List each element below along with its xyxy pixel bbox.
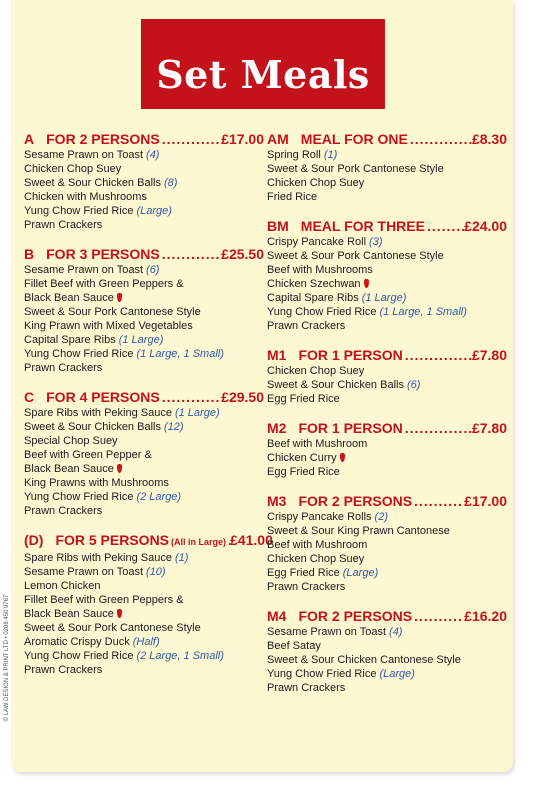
menu-item-name: King Prawns with Mushrooms (24, 477, 169, 489)
menu-item-note: (Large) (342, 567, 379, 579)
menu-item-name: Chicken Szechwan (267, 278, 361, 290)
set-label: FOR 4 PERSONS (46, 389, 160, 405)
menu-item-name: Chicken Chop Suey (267, 553, 365, 565)
menu-item (24, 635, 264, 649)
set-meal (267, 420, 507, 479)
menu-item-name: Sweet & Sour King Prawn Cantonese (267, 525, 450, 537)
set-price: £8.30 (471, 131, 507, 147)
menu-item (267, 305, 507, 319)
leader-dots (160, 389, 221, 406)
menu-item-name: Prawn Crackers (24, 362, 103, 374)
set-meal (267, 608, 507, 695)
set-code: C (24, 389, 35, 405)
menu-item (267, 451, 507, 465)
menu-item-name: King Prawn with Mixed Vegetables (24, 320, 193, 332)
menu-item-name: Sesame Prawn on Toast (24, 264, 144, 276)
menu-item (267, 510, 507, 524)
menu-item-name: Beef with Mushroom (267, 438, 368, 450)
menu-item-note: (6) (146, 264, 160, 276)
menu-item-name: Yung Chow Fried Rice (267, 306, 377, 318)
menu-item-name: Yung Chow Fried Rice (24, 650, 134, 662)
menu-item-note: (1 Large, 1 Small) (379, 306, 467, 318)
set-price: £25.50 (221, 246, 264, 262)
set-size-note: (All in Large) (171, 537, 227, 547)
menu-item-name: Spare Ribs with Peking Sauce (24, 552, 172, 564)
menu-item (267, 437, 507, 451)
menu-item-name: Yung Chow Fried Rice (24, 491, 134, 503)
menu-item (24, 649, 264, 663)
menu-item-name: Chicken Curry (267, 452, 337, 464)
menu-item-name: Prawn Crackers (24, 664, 103, 676)
menu-item (24, 305, 264, 319)
menu-item-name: Fillet Beef with Green Peppers & (24, 594, 184, 606)
menu-item (267, 148, 507, 162)
menu-item-name: Yung Chow Fried Rice (24, 205, 134, 217)
menu-item (267, 392, 507, 406)
menu-item (24, 333, 264, 347)
set-meal (24, 389, 264, 518)
set-price: £16.20 (464, 608, 507, 624)
set-code: M3 (267, 493, 287, 509)
set-label: FOR 1 PERSON (298, 347, 403, 363)
menu-item (24, 476, 264, 490)
menu-item-note: (12) (163, 421, 184, 433)
menu-item (267, 639, 507, 653)
menu-item (267, 378, 507, 392)
leader-dots (408, 131, 472, 148)
chili-icon (364, 279, 369, 288)
set-code: B (24, 246, 35, 262)
menu-item (24, 462, 264, 476)
left-column (24, 131, 273, 691)
menu-item-name: Fillet Beef with Green Peppers & (24, 278, 184, 290)
set-price: £29.50 (221, 389, 264, 405)
menu-item-name: Beef with Green Pepper & (24, 449, 152, 461)
menu-item-name: Sweet & Sour Pork Cantonese Style (267, 250, 444, 262)
menu-item-note: (10) (146, 566, 166, 578)
menu-item (267, 566, 507, 580)
menu-item (24, 551, 264, 565)
menu-item-name: Chicken with Mushrooms (24, 191, 147, 203)
set-code: BM (267, 218, 289, 234)
menu-item-name: Sesame Prawn on Toast (24, 149, 144, 161)
menu-item-note: (1) (323, 149, 338, 161)
menu-item (267, 667, 507, 681)
menu-item (267, 538, 507, 552)
menu-item (24, 148, 264, 162)
menu-item-name: Crispy Pancake Roll (267, 236, 367, 248)
menu-item-name: Sweet & Sour Pork Cantonese Style (24, 306, 201, 318)
set-label: FOR 2 PERSONS (46, 131, 160, 147)
menu-item-name: Lemon Chicken (24, 580, 101, 592)
set-meal (267, 493, 507, 594)
set-price: £41.00 (230, 532, 273, 548)
menu-item (24, 565, 264, 579)
menu-item-name: Prawn Crackers (267, 682, 346, 694)
menu-item (267, 524, 507, 538)
menu-item-name: Beef Satay (267, 640, 321, 652)
menu-item (267, 653, 507, 667)
menu-item-note: (1 Large, 1 Small) (136, 348, 224, 360)
menu-item (267, 552, 507, 566)
set-meal-header (24, 532, 273, 551)
set-code: A (24, 131, 35, 147)
menu-item (24, 319, 264, 333)
set-label: FOR 1 PERSON (298, 420, 403, 436)
menu-item-name: Chicken Chop Suey (267, 177, 365, 189)
menu-item-name: Capital Spare Ribs (267, 292, 359, 304)
menu-item (267, 249, 507, 263)
menu-item (267, 190, 507, 204)
menu-item-name: Sesame Prawn on Toast (24, 566, 144, 578)
menu-item (24, 406, 264, 420)
menu-item (24, 420, 264, 434)
menu-item-name: Black Bean Sauce (24, 608, 114, 620)
menu-item-name: Capital Spare Ribs (24, 334, 116, 346)
menu-item-note: (3) (369, 236, 383, 248)
leader-dots (160, 131, 221, 148)
set-meal (267, 347, 507, 406)
menu-item-note: (2 Large, 1 Small) (136, 650, 224, 662)
menu-item-name: Yung Chow Fried Rice (267, 668, 377, 680)
menu-item-name: Fried Rice (267, 191, 318, 203)
menu-item (267, 291, 507, 305)
menu-item-name: Egg Fried Rice (267, 393, 340, 405)
menu-item (24, 277, 264, 291)
menu-item (24, 434, 264, 448)
set-meal-header (24, 131, 264, 148)
menu-item-name: Black Bean Sauce (24, 292, 114, 304)
menu-item (267, 681, 507, 695)
set-label: FOR 5 PERSONS (55, 532, 170, 548)
set-label: MEAL FOR THREE (300, 218, 425, 234)
set-label: FOR 3 PERSONS (46, 246, 160, 262)
menu-item (24, 190, 264, 204)
set-code: M1 (267, 347, 287, 363)
menu-item-note: (1 Large) (361, 292, 407, 304)
set-code: M4 (267, 608, 287, 624)
set-meal-header (24, 389, 264, 406)
menu-item-name: Sesame Prawn on Toast (267, 626, 387, 638)
menu-item-name: Egg Fried Rice (267, 567, 340, 579)
leader-dots (412, 608, 464, 625)
menu-item-name: Sweet & Sour Pork Cantonese Style (267, 163, 444, 175)
menu-item-name: Sweet & Sour Chicken Cantonese Style (267, 654, 461, 666)
chili-icon (117, 609, 122, 618)
menu-item-name: Spare Ribs with Peking Sauce (24, 407, 172, 419)
menu-item (267, 277, 507, 291)
menu-item-name: Prawn Crackers (267, 320, 346, 332)
leader-dots (403, 347, 472, 364)
menu-item-name: Sweet & Sour Chicken Balls (24, 177, 161, 189)
menu-item (24, 621, 264, 635)
menu-item (24, 347, 264, 361)
menu-item (24, 162, 264, 176)
set-meal (267, 218, 507, 333)
menu-item (24, 663, 264, 677)
menu-item (267, 319, 507, 333)
menu-item-note: (1) (174, 552, 189, 564)
menu-item-name: Chicken Chop Suey (24, 163, 122, 175)
menu-item (24, 490, 264, 504)
set-meal-header (267, 131, 507, 148)
right-column (267, 131, 507, 709)
set-label: MEAL FOR ONE (300, 131, 408, 147)
set-meal (24, 246, 264, 375)
menu-item-name: Prawn Crackers (24, 505, 103, 517)
leader-dots (160, 246, 221, 263)
menu-item-name: Sweet & Sour Chicken Balls (24, 421, 161, 433)
menu-item (24, 448, 264, 462)
set-label: FOR 2 PERSONS (298, 608, 413, 624)
menu-item (24, 593, 264, 607)
menu-item-note: (8) (163, 177, 178, 189)
set-meal (24, 532, 273, 677)
menu-item (24, 607, 264, 621)
set-meal-header (267, 420, 507, 437)
leader-dots (425, 218, 464, 235)
menu-item (24, 263, 264, 277)
set-price: £7.80 (471, 347, 507, 363)
menu-item-name: Spring Roll (267, 149, 321, 161)
set-price: £17.00 (464, 493, 507, 509)
set-price: £7.80 (471, 420, 507, 436)
menu-item-name: Beef with Mushroom (267, 539, 368, 551)
set-meal-header (24, 246, 264, 263)
chili-icon (117, 293, 122, 302)
set-meal-header (267, 347, 507, 364)
title-banner (141, 19, 385, 109)
menu-item (267, 580, 507, 594)
menu-item-name: Beef with Mushrooms (267, 264, 373, 276)
menu-item-note: (Half) (132, 636, 160, 648)
menu-item (267, 465, 507, 479)
menu-item (24, 204, 264, 218)
menu-item-name: Crispy Pancake Rolls (267, 511, 372, 523)
menu-item-note: (6) (406, 379, 421, 391)
set-label: FOR 2 PERSONS (298, 493, 413, 509)
set-code: AM (267, 131, 289, 147)
menu-item-note: (2 Large) (136, 491, 182, 503)
menu-item (24, 504, 264, 518)
menu-item-name: Black Bean Sauce (24, 463, 114, 475)
menu-item-note: (4) (146, 149, 160, 161)
menu-item (267, 625, 507, 639)
menu-item-name: Special Chop Suey (24, 435, 118, 447)
menu-item-name: Sweet & Sour Chicken Balls (267, 379, 404, 391)
menu-item (267, 176, 507, 190)
set-meal-header (267, 608, 507, 625)
menu-item (24, 579, 264, 593)
menu-item (267, 263, 507, 277)
menu-item-name: Aromatic Crispy Duck (24, 636, 130, 648)
leader-dots (412, 493, 464, 510)
menu-item (267, 162, 507, 176)
menu-item (24, 218, 264, 232)
menu-item (24, 361, 264, 375)
menu-item-name: Egg Fried Rice (267, 466, 340, 478)
set-price: £24.00 (464, 218, 507, 234)
menu-item (24, 291, 264, 305)
menu-item-name: Prawn Crackers (267, 581, 346, 593)
menu-item-note: (2) (374, 511, 388, 523)
menu-item (24, 176, 264, 190)
menu-item-name: Sweet & Sour Pork Cantonese Style (24, 622, 201, 634)
leader-dots (403, 420, 472, 437)
menu-item-name: Yung Chow Fried Rice (24, 348, 134, 360)
menu-item-note: (1 Large) (118, 334, 164, 346)
set-code: M2 (267, 420, 287, 436)
chili-icon (340, 453, 345, 462)
menu-item-note: (Large) (136, 205, 172, 217)
page-title: Set Meals (156, 52, 370, 97)
set-meal-header (267, 218, 507, 235)
print-credit-text: © LAW DESIGN & PRINT LTD • 0208 450 9767 (4, 594, 10, 722)
set-price: £17.00 (221, 131, 264, 147)
menu-item (267, 235, 507, 249)
menu-item-note: (Large) (379, 668, 415, 680)
set-meal-header (267, 493, 507, 510)
menu-item-name: Prawn Crackers (24, 219, 103, 231)
menu-item-name: Chicken Chop Suey (267, 365, 365, 377)
menu-item-note: (4) (389, 626, 403, 638)
set-code: (D) (24, 532, 44, 548)
set-meal (267, 131, 507, 204)
chili-icon (117, 464, 122, 473)
set-meal (24, 131, 264, 232)
print-credit (2, 560, 12, 770)
menu-item-note: (1 Large) (174, 407, 220, 419)
menu-item (267, 364, 507, 378)
